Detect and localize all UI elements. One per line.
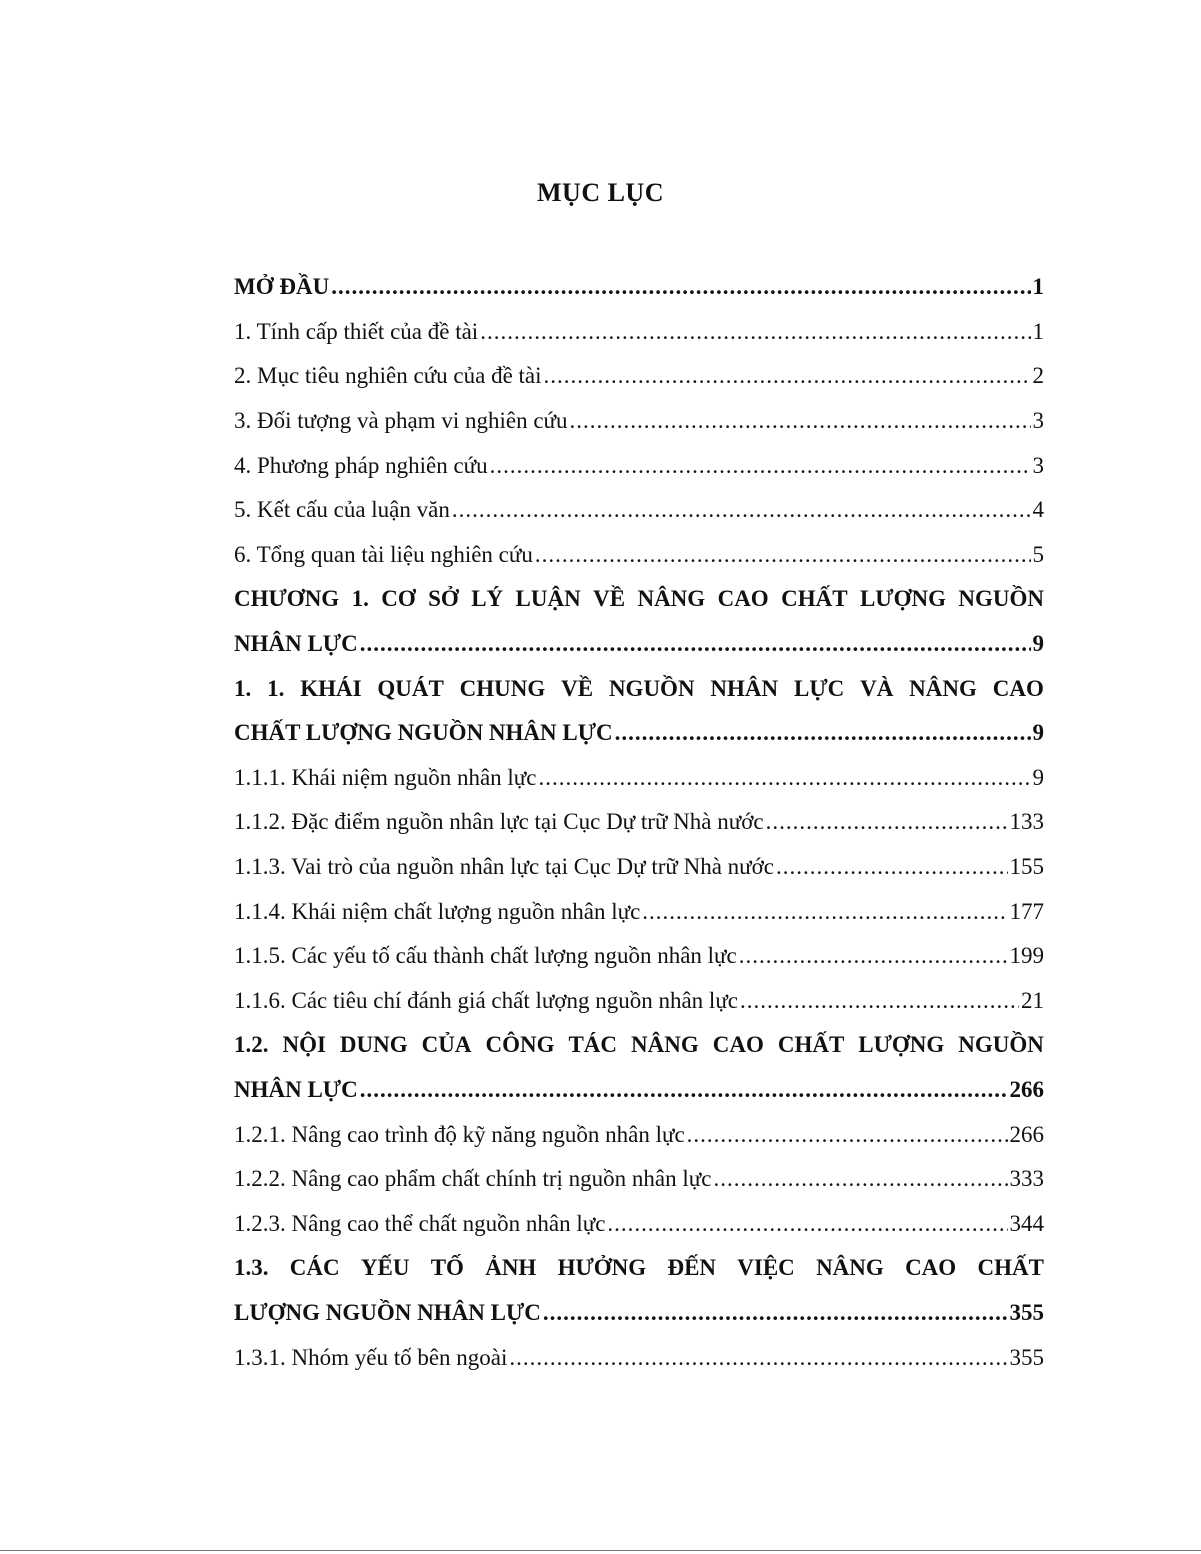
toc-entry-text: 3. Đối tượng và phạm vi nghiên cứu	[234, 408, 568, 434]
toc-entry	[234, 1023, 1044, 1068]
toc-page-number: 177	[1009, 898, 1044, 924]
toc-entry	[234, 443, 1044, 488]
toc-entry-word: 1.	[351, 586, 369, 612]
toc-entry-word: VÀ	[860, 675, 894, 701]
toc-page-number: 199	[1009, 943, 1044, 969]
toc-entry	[234, 1246, 1044, 1291]
toc-entry-word: LÝ	[471, 586, 504, 612]
dot-leader	[480, 319, 1030, 345]
dot-leader	[535, 542, 1031, 568]
dot-leader	[776, 854, 1007, 880]
toc-entry-word: TỐ	[430, 1255, 464, 1281]
toc-entry-word: NGUỒN	[958, 1032, 1044, 1058]
toc-entry-text: 1. Tính cấp thiết của đề tài	[234, 318, 479, 344]
toc-page-number: 9	[1032, 764, 1044, 790]
toc-entry-text: 1.3.1. Nhóm yếu tố bên ngoài	[234, 1344, 508, 1370]
toc-entry-word: CHẤT	[777, 1032, 845, 1058]
toc-entry-text: NHÂN LỰC	[234, 1076, 358, 1102]
toc-entry	[234, 488, 1044, 533]
toc-entry-word: YẾU	[360, 1255, 410, 1281]
toc-entry-word: TÁC	[568, 1032, 618, 1058]
dot-leader	[687, 1122, 1008, 1148]
dot-leader	[360, 1077, 1008, 1103]
toc-entry	[234, 1291, 1044, 1336]
toc-entry	[234, 934, 1044, 979]
toc-entry	[234, 577, 1044, 622]
toc-entry-word: NÂNG	[909, 675, 977, 701]
toc-entry-word: CAO	[905, 1255, 957, 1281]
toc-entry-word: CỦA	[421, 1032, 472, 1058]
toc-entry-word: SỞ	[428, 586, 459, 612]
toc-page-number: 4	[1032, 497, 1044, 523]
toc-page-number: 3	[1032, 452, 1044, 478]
toc-entry	[234, 756, 1044, 801]
toc-entry	[234, 1112, 1044, 1157]
toc-entry-word: CAO	[712, 1032, 764, 1058]
toc-entry-word: HƯỞNG	[557, 1255, 647, 1281]
toc-entry	[234, 800, 1044, 845]
toc-entry	[234, 666, 1044, 711]
toc-entry	[234, 711, 1044, 756]
toc-entry-word: 1.	[234, 675, 252, 701]
toc-entry-word: CÁC	[289, 1255, 340, 1281]
dot-leader	[452, 497, 1031, 523]
toc-entry-word: LỰC	[793, 675, 845, 701]
toc-entry-word: LUẬN	[515, 586, 581, 612]
toc-entry-word: NGUỒN	[608, 675, 695, 701]
dot-leader	[570, 408, 1031, 434]
toc-entry	[234, 979, 1044, 1024]
toc-entry-text: 1.1.1. Khái niệm nguồn nhân lực	[234, 764, 537, 790]
toc-page-number: 355	[1009, 1299, 1044, 1325]
toc-page-number: 333	[1009, 1166, 1044, 1192]
toc-entry-word: 1.3.	[234, 1255, 269, 1281]
toc-entry-word: LƯỢNG	[858, 1032, 945, 1058]
page-title: MỤC LỤC	[537, 178, 664, 207]
toc-entry-word: CƠ	[381, 586, 416, 612]
toc-entry	[234, 889, 1044, 934]
toc-entry-word: ĐẾN	[667, 1255, 717, 1281]
toc-page-number: 9	[1032, 720, 1044, 746]
dot-leader	[490, 453, 1031, 479]
toc-page-number: 2	[1032, 363, 1044, 389]
dot-leader	[544, 363, 1031, 389]
dot-leader	[739, 943, 1008, 969]
dot-leader	[642, 899, 1007, 925]
toc-entry-text: 2. Mục tiêu nghiên cứu của đề tài	[234, 363, 542, 389]
toc-entry-word: CAO	[992, 675, 1044, 701]
dot-leader	[740, 988, 1019, 1014]
toc-entry	[234, 310, 1044, 355]
toc-entry	[234, 533, 1044, 578]
toc-entry-word: 1.	[267, 675, 285, 701]
toc-entry	[234, 845, 1044, 890]
dot-leader	[766, 809, 1008, 835]
toc-entry	[234, 399, 1044, 444]
toc-page-number: 355	[1009, 1344, 1044, 1370]
toc-entry-text: 6. Tổng quan tài liệu nghiên cứu	[234, 541, 533, 567]
toc-entry-word: NÂNG	[631, 1032, 699, 1058]
toc-entry-text: 1.1.3. Vai trò của nguồn nhân lực tại Cục Dự trữ Nhà nước	[234, 854, 775, 880]
toc-entry-word: NÂNG	[637, 586, 706, 612]
toc-page-number: 155	[1009, 854, 1044, 880]
toc-entry-word: CAO	[717, 586, 769, 612]
toc-entry-text: 1.2.2. Nâng cao phẩm chất chính trị nguồn nhân lực	[234, 1166, 712, 1192]
toc-page-number: 266	[1009, 1121, 1044, 1147]
toc-entry-word: VỀ	[561, 675, 594, 701]
toc-entry-word: VIỆC	[737, 1255, 795, 1281]
toc-entry	[234, 622, 1044, 667]
toc-entry-text: 4. Phương pháp nghiên cứu	[234, 452, 488, 478]
toc-entry-word: 1.2.	[234, 1032, 269, 1058]
toc-entry-word: NGUỒN	[958, 586, 1044, 612]
toc-page-number: 21	[1021, 987, 1044, 1013]
toc-entry-word: CÔNG	[485, 1032, 555, 1058]
toc-entry-word: NỘI	[282, 1032, 326, 1058]
toc-entry	[234, 265, 1044, 310]
toc-entry-word: CHẤT	[781, 586, 848, 612]
dot-leader	[509, 1345, 1007, 1371]
toc-entry-word: VỀ	[593, 586, 626, 612]
toc-entry-text: 1.1.5. Các yếu tố cấu thành chất lượng nguồn nhân lực	[234, 943, 737, 969]
toc-page-number: 133	[1009, 809, 1044, 835]
toc-entry-word: CHƯƠNG	[234, 586, 340, 612]
toc-entry-text: CHẤT LƯỢNG NGUỒN NHÂN LỰC	[234, 720, 613, 746]
toc-entry-word: CHUNG	[459, 675, 546, 701]
toc-entry-text: 1.1.4. Khái niệm chất lượng nguồn nhân lực	[234, 898, 641, 924]
toc-entry-word: ẢNH	[485, 1255, 537, 1281]
toc-entry-text: 1.2.3. Nâng cao thể chất nguồn nhân lực	[234, 1210, 606, 1236]
dot-leader	[543, 1300, 1008, 1326]
dot-leader	[615, 720, 1031, 746]
toc-entry	[234, 1201, 1044, 1246]
toc-entry-text: 1.2.1. Nâng cao trình độ kỹ năng nguồn nhân lực	[234, 1121, 685, 1147]
toc-page-number: 1	[1032, 274, 1044, 300]
page-bottom-edge	[0, 1550, 1201, 1551]
toc-entry	[234, 1157, 1044, 1202]
dot-leader	[713, 1166, 1007, 1192]
dot-leader	[331, 274, 1030, 300]
toc-entry-word: LƯỢNG	[859, 586, 946, 612]
toc-entry-word: QUÁT	[377, 675, 444, 701]
toc-entry-word: NÂNG	[816, 1255, 884, 1281]
toc-page-number: 1	[1032, 318, 1044, 344]
toc-entry-word: NHÂN	[710, 675, 779, 701]
toc-entry-text: NHÂN LỰC	[234, 631, 358, 657]
toc-entry-text: 5. Kết cấu của luận văn	[234, 497, 450, 523]
toc-entry-text: 1.1.2. Đặc điểm nguồn nhân lực tại Cục Dự trữ Nhà nước	[234, 809, 764, 835]
toc-entry	[234, 1068, 1044, 1113]
toc-page-number: 344	[1009, 1210, 1044, 1236]
dot-leader	[538, 765, 1030, 791]
toc-entry-word: CHẤT	[977, 1255, 1044, 1281]
dot-leader	[607, 1211, 1007, 1237]
toc-entry-text: MỞ ĐẦU	[234, 274, 330, 300]
toc-entry-word: KHÁI	[300, 675, 362, 701]
toc-entry	[234, 354, 1044, 399]
toc-entry-word: DUNG	[339, 1032, 408, 1058]
toc-page-number: 5	[1032, 541, 1044, 567]
table-of-contents	[234, 265, 1044, 1380]
toc-entry-text: 1.1.6. Các tiêu chí đánh giá chất lượng nguồn nhân lực	[234, 987, 739, 1013]
toc-page-number: 3	[1032, 408, 1044, 434]
toc-entry-text: LƯỢNG NGUỒN NHÂN LỰC	[234, 1299, 541, 1325]
toc-page-number: 9	[1032, 631, 1044, 657]
toc-page-number: 266	[1009, 1076, 1044, 1102]
toc-entry	[234, 1335, 1044, 1380]
dot-leader	[360, 631, 1031, 657]
